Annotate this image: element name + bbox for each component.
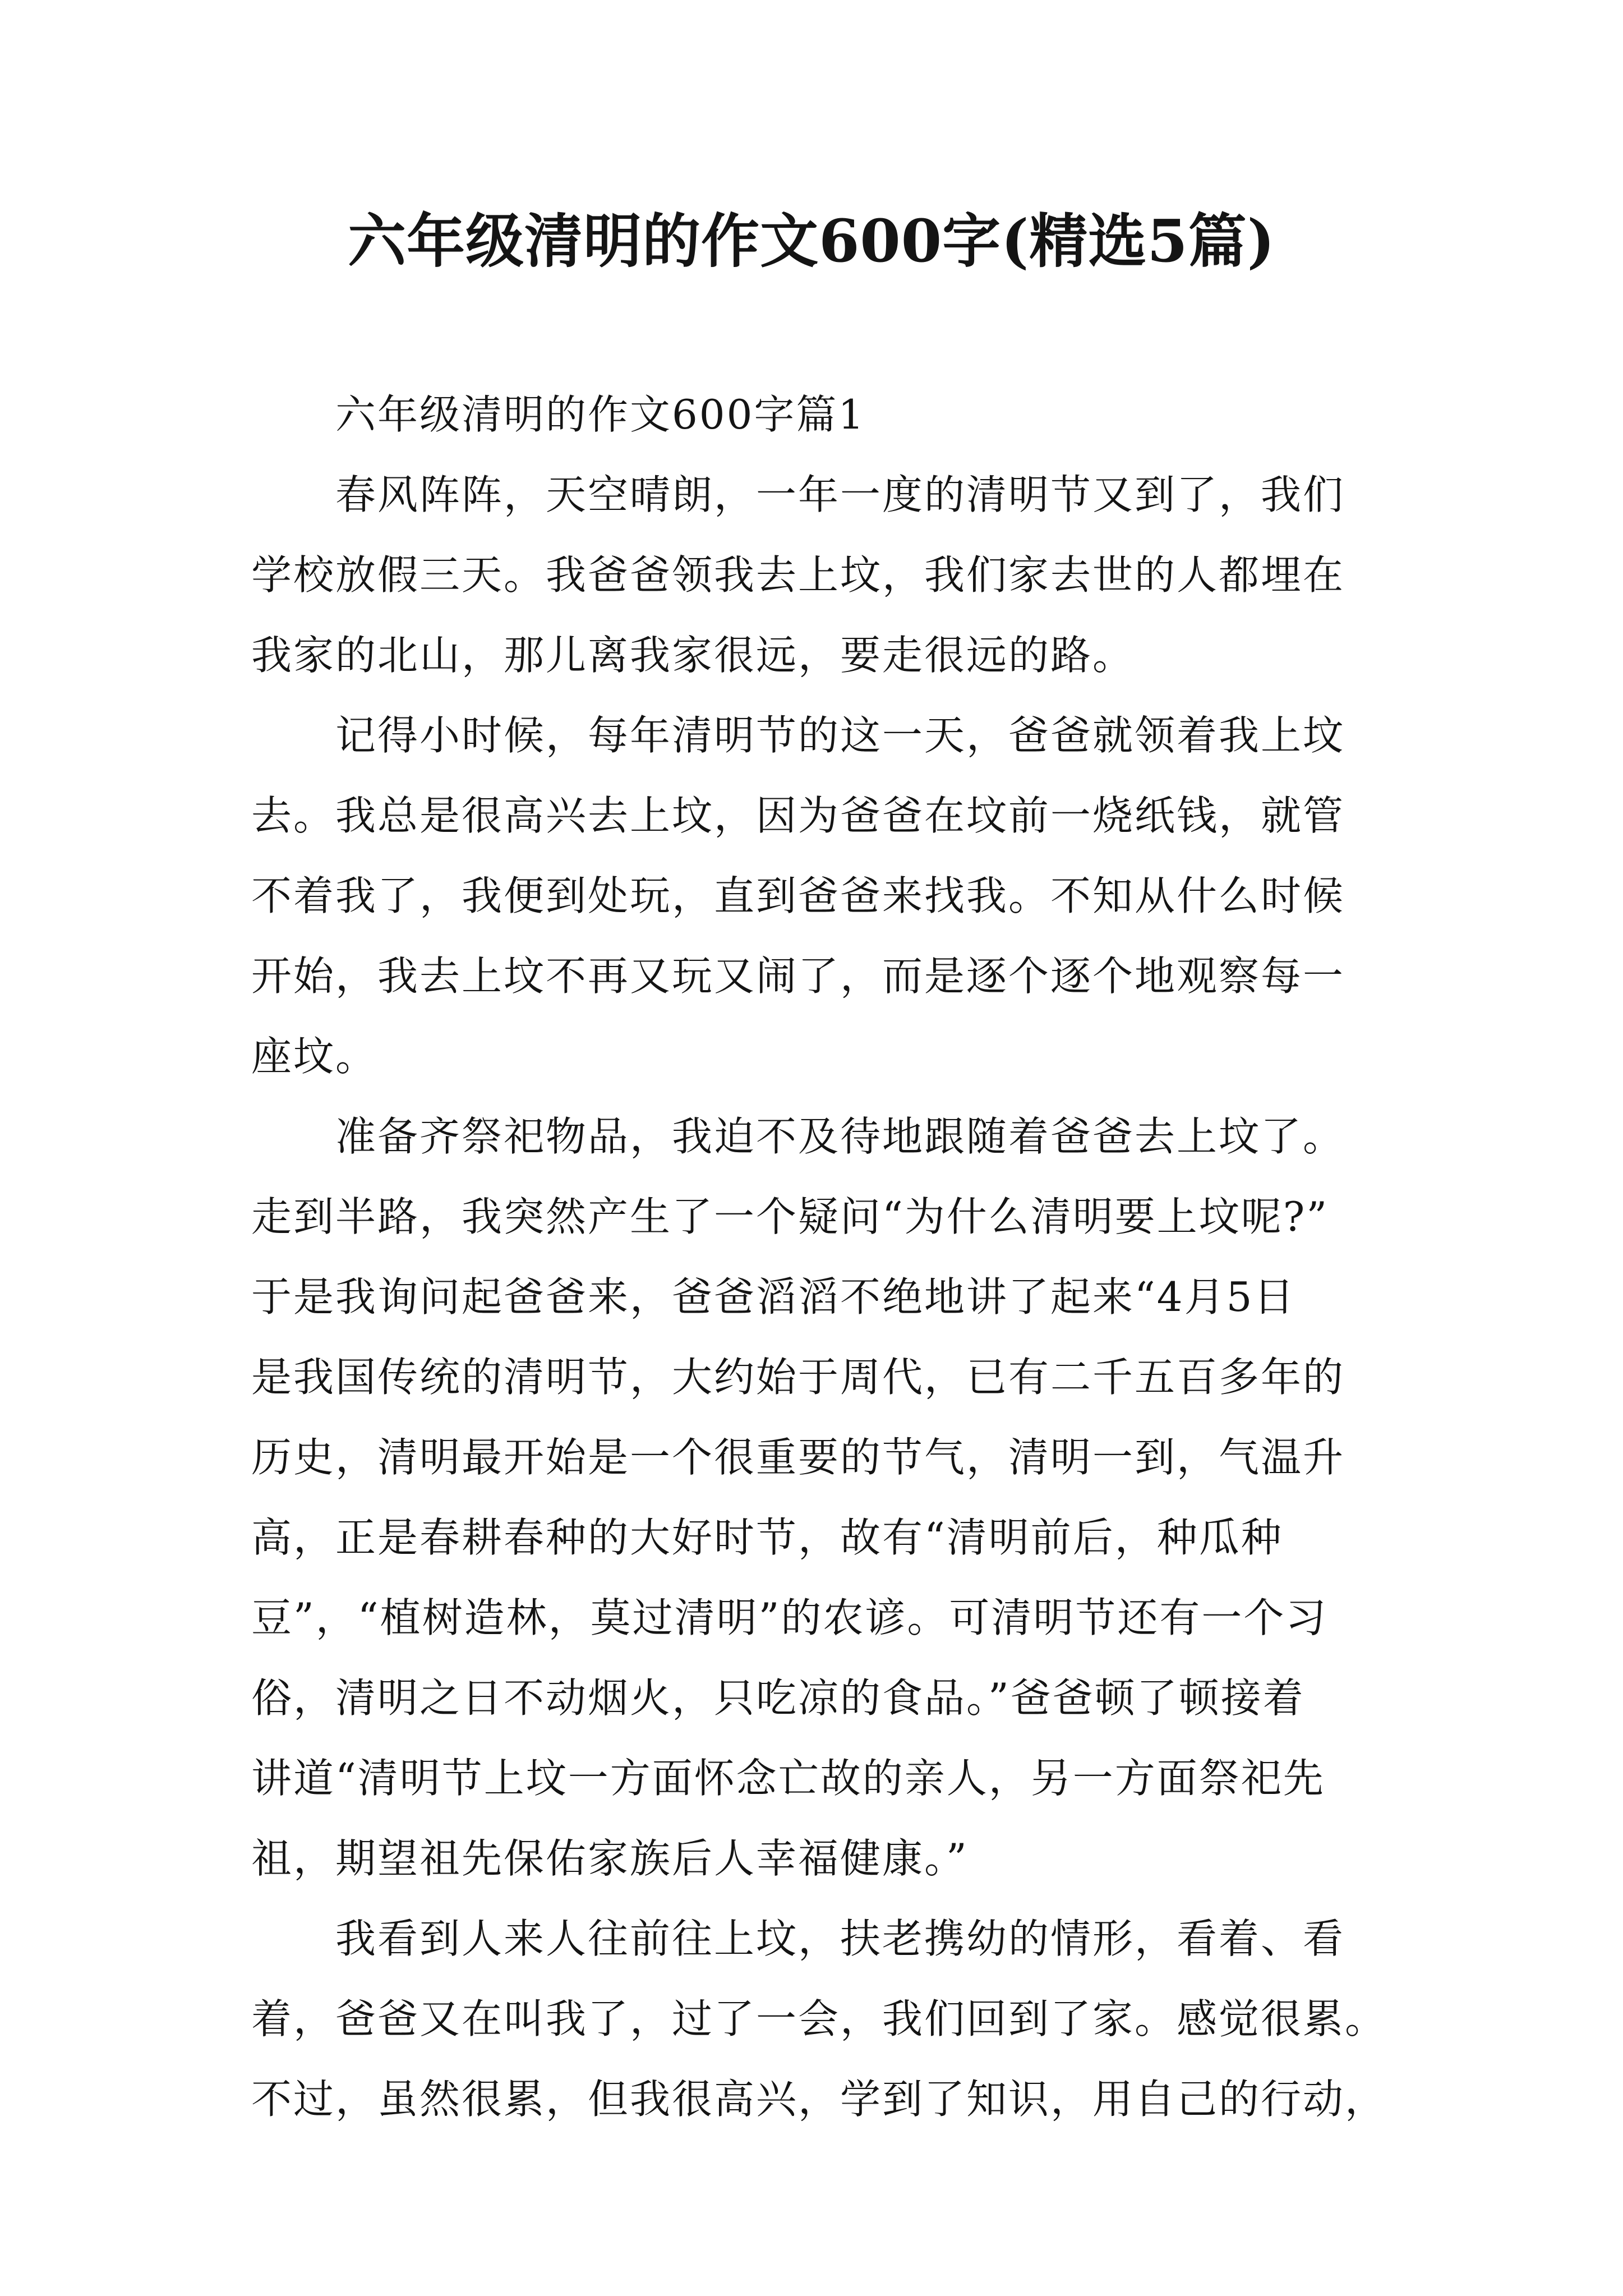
text-line: 着，爸爸又在叫我了，过了一会，我们回到了家。感觉很累。	[251, 1995, 1387, 2042]
text-line: 讲道“清明节上坟一方面怀念亡故的亲人，另一方面祭祀先	[251, 1755, 1325, 1802]
text-line: 开始，我去上坟不再又玩又闹了，而是逐个逐个地观察每一	[251, 953, 1345, 1000]
document-body	[251, 375, 1387, 2139]
text-line: 座坟。	[251, 1033, 378, 1080]
text-line: 我家的北山，那儿离我家很远，要走很远的路。	[251, 632, 1135, 679]
text-line: 祖，期望祖先保佑家族后人幸福健康。”	[251, 1835, 969, 1882]
text-line: 不着我了，我便到处玩，直到爸爸来找我。不知从什么时候	[251, 872, 1345, 919]
text-line: 俗，清明之日不动烟火，只吃凉的食品。”爸爸顿了顿接着	[251, 1674, 1305, 1722]
text-line: 不过，虽然很累，但我很高兴，学到了知识，用自己的行动，	[251, 2076, 1387, 2123]
text-line: 走到半路，我突然产生了一个疑问“为什么清明要上坟呢?”	[251, 1193, 1329, 1240]
text-line: 我看到人来人往前往上坟，扶老携幼的情形，看着、看	[335, 1915, 1345, 1962]
text-line: 记得小时候，每年清明节的这一天，爸爸就领着我上坟	[335, 712, 1345, 759]
text-line: 高，正是春耕春种的大好时节，故有“清明前后，种瓜种	[251, 1514, 1283, 1561]
text-line: 春风阵阵，天空晴朗，一年一度的清明节又到了，我们	[335, 471, 1345, 518]
text-line: 准备齐祭祀物品，我迫不及待地跟随着爸爸去上坟了。	[335, 1113, 1345, 1160]
section-heading: 六年级清明的作文600字篇1	[335, 391, 866, 438]
text-line: 于是我询问起爸爸来，爸爸滔滔不绝地讲了起来“4月5日	[251, 1273, 1296, 1320]
text-line: 历史，清明最开始是一个很重要的节气，清明一到，气温升	[251, 1434, 1345, 1481]
document-title: 六年级清明的作文600字(精选5篇)	[348, 206, 1275, 275]
text-line: 去。我总是很高兴去上坟，因为爸爸在坟前一烧纸钱，就管	[251, 792, 1345, 839]
text-line: 是我国传统的清明节，大约始于周代，已有二千五百多年的	[251, 1354, 1345, 1401]
text-line: 学校放假三天。我爸爸领我去上坟，我们家去世的人都埋在	[251, 551, 1345, 599]
text-line: 豆”，“植树造林，莫过清明”的农谚。可清明节还有一个习	[251, 1594, 1328, 1641]
